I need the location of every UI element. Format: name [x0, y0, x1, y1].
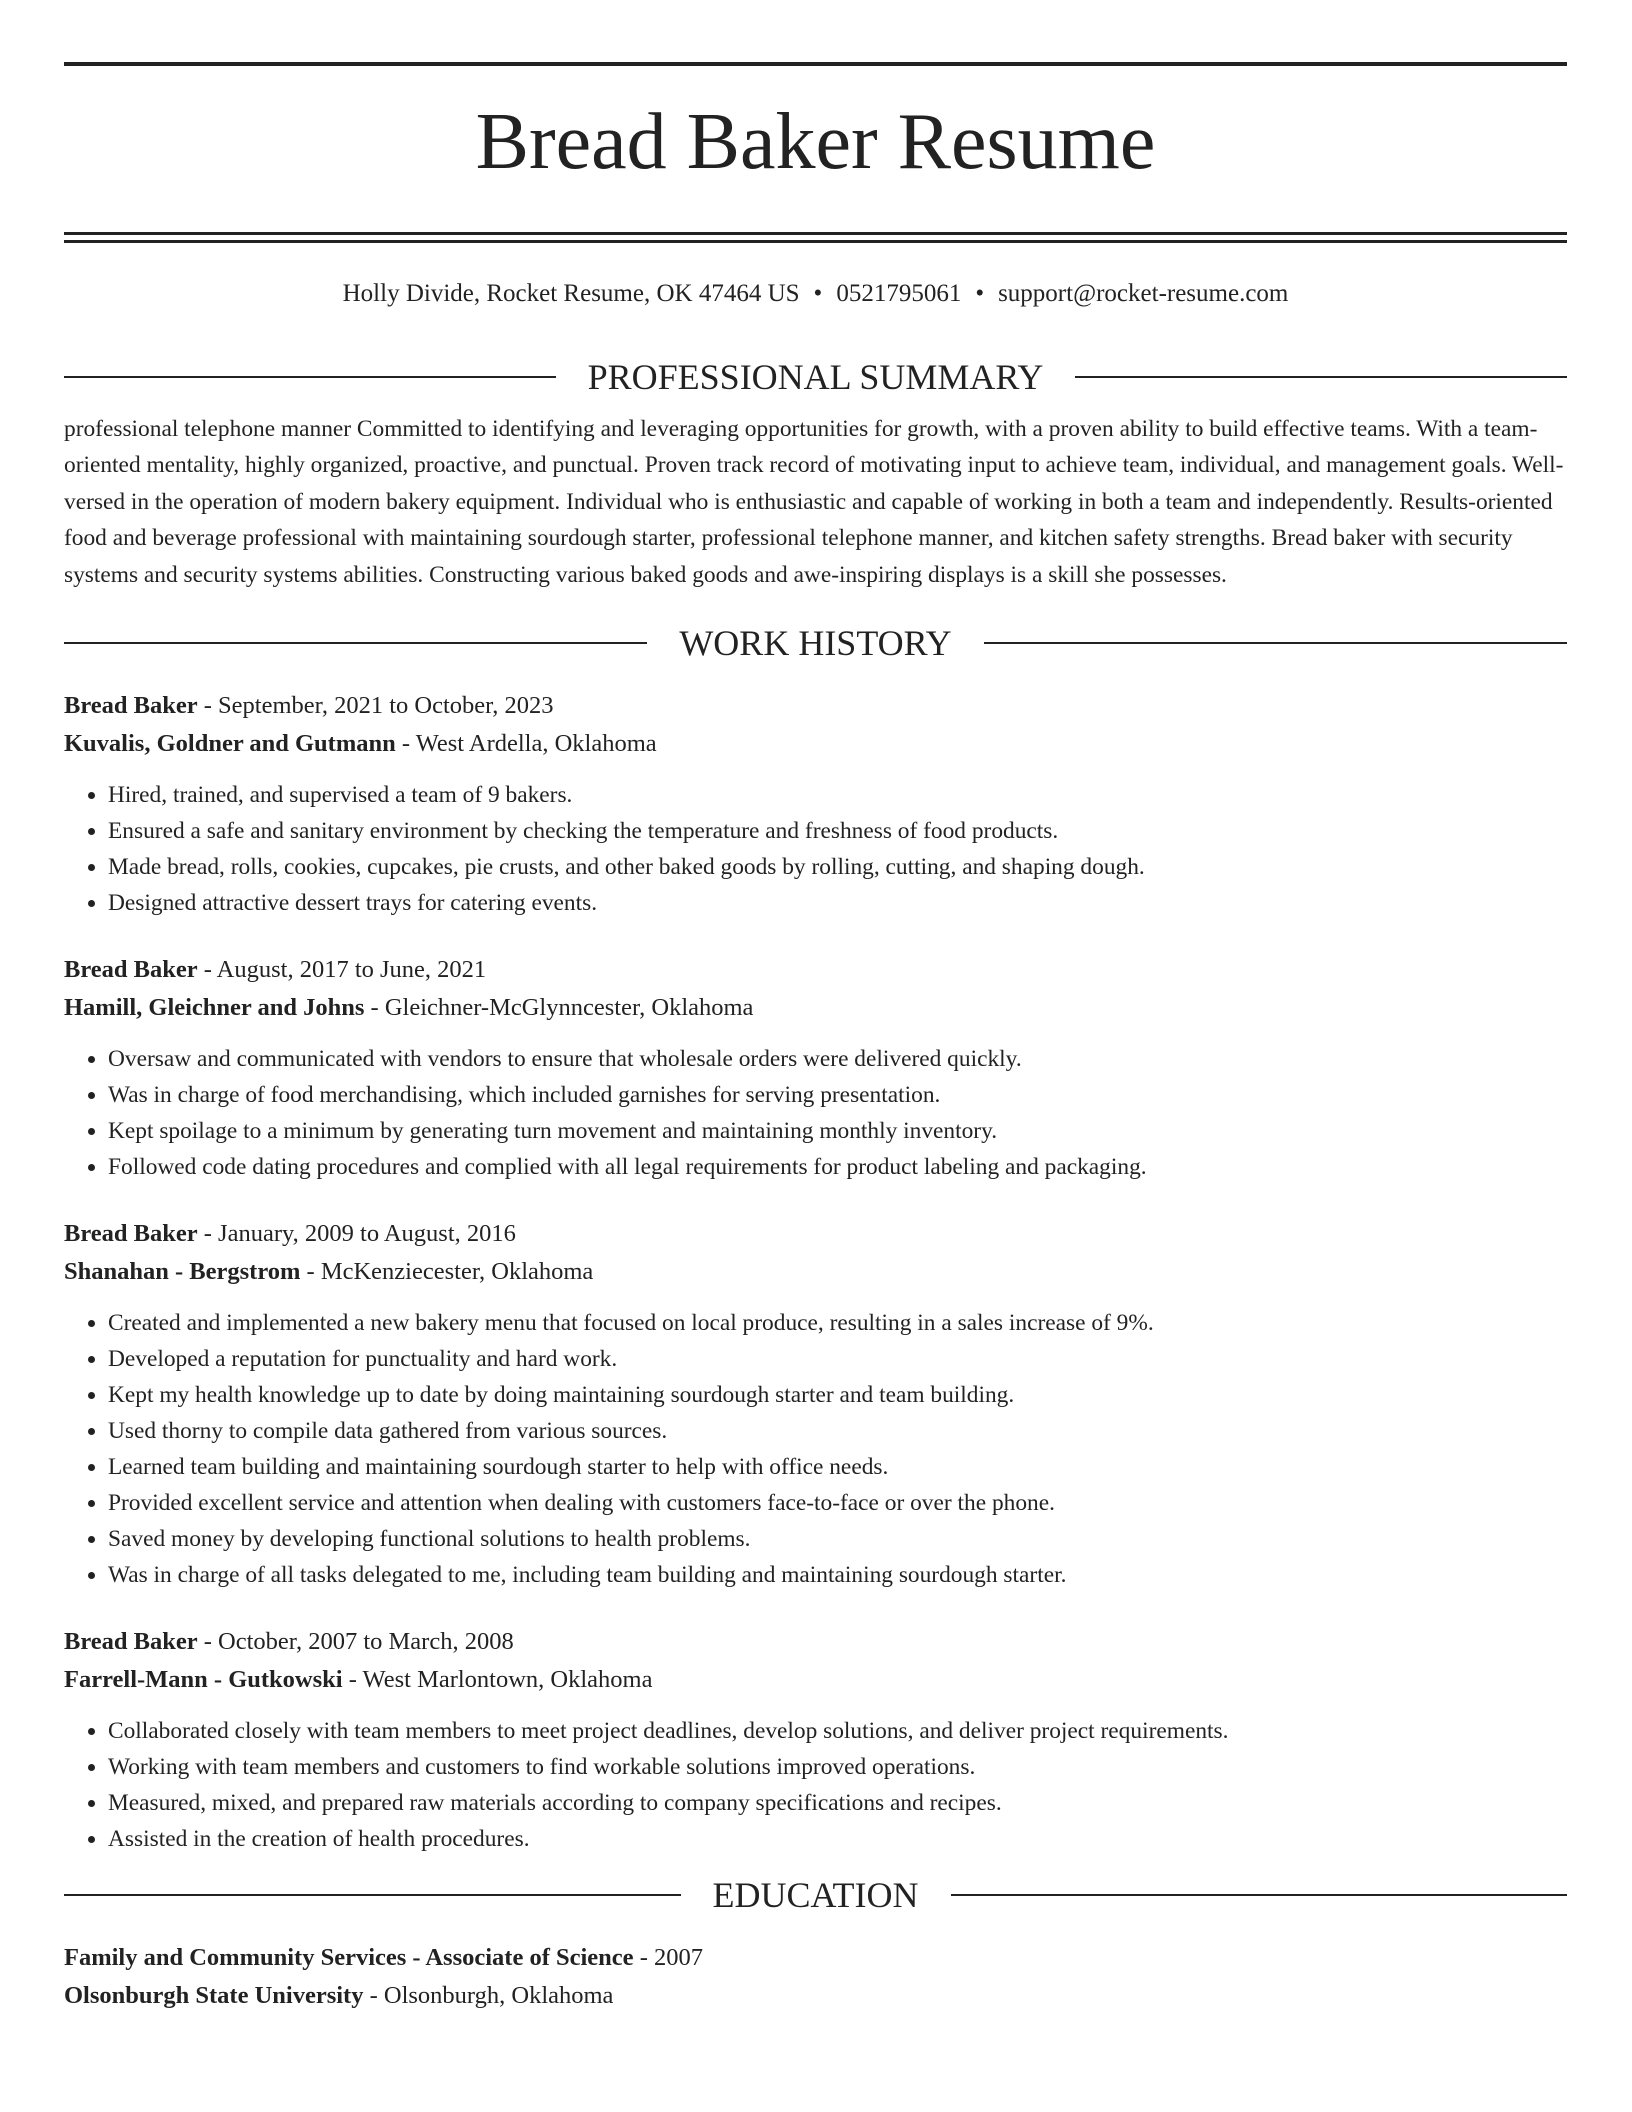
- job-bullets: [64, 1713, 1567, 1857]
- title-double-rule: [64, 232, 1567, 243]
- list-item: • Kept my health knowledge up to date by doing maintaining sourdough starter and team building.: [108, 1377, 1567, 1413]
- job-dates: - September, 2021 to October, 2023: [197, 692, 554, 720]
- education-entry: [64, 1939, 1567, 2015]
- summary-heading: [64, 357, 1567, 397]
- job-title: Bread Baker: [64, 1628, 198, 1656]
- list-item: • Developed a reputation for punctuality and hard work.: [108, 1341, 1567, 1377]
- contact-separator: •: [975, 280, 985, 307]
- job-title-line: [64, 951, 1567, 989]
- job-entry: [64, 951, 1567, 1185]
- job-title-line: [64, 1215, 1567, 1253]
- work-heading: [64, 623, 1567, 663]
- heading-rule: [1075, 376, 1567, 378]
- job-location: - Gleichner-McGlynncester, Oklahoma: [364, 994, 754, 1022]
- contact-email: support@rocket-resume.com: [998, 280, 1289, 307]
- job-dates: - January, 2009 to August, 2016: [197, 1220, 516, 1248]
- education-location: - Olsonburgh, Oklahoma: [363, 1982, 614, 2010]
- contact-separator: •: [813, 280, 823, 307]
- job-entry: [64, 1623, 1567, 1857]
- list-item: • Collaborated closely with team members to meet project deadlines, develop solutions, and deliver project requirements.: [108, 1713, 1567, 1749]
- job-title-line: [64, 687, 1567, 725]
- list-item: • Ensured a safe and sanitary environment by checking the temperature and freshness of food products.: [108, 813, 1567, 849]
- education-heading: [64, 1875, 1567, 1915]
- resume-page: [64, 0, 1567, 2015]
- job-location: - West Ardella, Oklahoma: [395, 730, 657, 758]
- list-item: • Was in charge of food merchandising, which included garnishes for serving presentation.: [108, 1077, 1567, 1113]
- summary-text: professional telephone manner Committed to identifying and leveraging opportunities for growth, with a proven ability to build effective teams. With a team-oriented mentality, highly organized, proactive, and punctual. Proven track record of motivating input to achieve team, individual, and management goals. Well-versed in the operation of modern bakery equipment. Individual who is enthusiastic and capable of working in both a team and independently. Results-oriented food and beverage professional with maintaining sourdough starter, professional telephone manner, and kitchen safety strengths. Bread baker with security systems and security systems abilities. Constructing various baked goods and awe-inspiring displays is a skill she possesses.: [64, 416, 1564, 588]
- job-entry: [64, 687, 1567, 921]
- list-item: • Kept spoilage to a minimum by generating turn movement and maintaining monthly inventory.: [108, 1113, 1567, 1149]
- contact-phone: 0521795061: [836, 280, 962, 307]
- list-item: • Hired, trained, and supervised a team of 9 bakers.: [108, 777, 1567, 813]
- job-bullets: [64, 1305, 1567, 1593]
- top-rule: [64, 62, 1567, 66]
- job-company-line: [64, 1661, 1567, 1699]
- work-heading-label: WORK HISTORY: [679, 623, 952, 664]
- list-item: • Learned team building and maintaining sourdough starter to help with office needs.: [108, 1449, 1567, 1485]
- page-title: Bread Baker Resume: [475, 98, 1156, 186]
- heading-rule: [64, 1894, 681, 1896]
- job-entry: [64, 1215, 1567, 1593]
- job-title: Bread Baker: [64, 692, 198, 720]
- heading-rule: [984, 642, 1567, 644]
- list-item: • Measured, mixed, and prepared raw materials according to company specifications and recipes.: [108, 1785, 1567, 1821]
- job-company: Farrell-Mann - Gutkowski: [64, 1666, 343, 1694]
- job-bullets: [64, 1041, 1567, 1185]
- job-company: Hamill, Gleichner and Johns: [64, 994, 365, 1022]
- contact-line: [64, 277, 1567, 311]
- heading-rule: [64, 642, 647, 644]
- job-dates: - August, 2017 to June, 2021: [197, 956, 487, 984]
- list-item: • Provided excellent service and attention when dealing with customers face-to-face or over the phone.: [108, 1485, 1567, 1521]
- job-company-line: [64, 1253, 1567, 1291]
- list-item: • Oversaw and communicated with vendors to ensure that wholesale orders were delivered quickly.: [108, 1041, 1567, 1077]
- job-company-line: [64, 989, 1567, 1027]
- job-company: Shanahan - Bergstrom: [64, 1258, 301, 1286]
- job-location: - West Marlontown, Oklahoma: [342, 1666, 653, 1694]
- summary-heading-label: PROFESSIONAL SUMMARY: [587, 357, 1044, 397]
- job-location: - McKenziecester, Oklahoma: [300, 1258, 594, 1286]
- education-degree-line: [64, 1939, 1567, 1977]
- list-item: • Was in charge of all tasks delegated to me, including team building and maintaining sourdough starter.: [108, 1557, 1567, 1593]
- heading-rule: [64, 376, 556, 378]
- education-school-line: [64, 1977, 1567, 2015]
- education-year: - 2007: [633, 1944, 703, 1972]
- education-heading-label: EDUCATION: [712, 1875, 919, 1916]
- job-company-line: [64, 725, 1567, 763]
- contact-address: Holly Divide, Rocket Resume, OK 47464 US: [342, 280, 800, 307]
- list-item: • Made bread, rolls, cookies, cupcakes, pie crusts, and other baked goods by rolling, cutting, and shaping dough.: [108, 849, 1567, 885]
- job-title-line: [64, 1623, 1567, 1661]
- job-bullets: [64, 777, 1567, 921]
- list-item: • Created and implemented a new bakery menu that focused on local produce, resulting in a sales increase of 9%.: [108, 1305, 1567, 1341]
- job-title: Bread Baker: [64, 956, 198, 984]
- job-dates: - October, 2007 to March, 2008: [197, 1628, 514, 1656]
- job-company: Kuvalis, Goldner and Gutmann: [64, 730, 396, 758]
- heading-rule: [951, 1894, 1568, 1896]
- list-item: • Working with team members and customers to find workable solutions improved operations.: [108, 1749, 1567, 1785]
- list-item: • Followed code dating procedures and complied with all legal requirements for product labeling and packaging.: [108, 1149, 1567, 1185]
- list-item: • Used thorny to compile data gathered from various sources.: [108, 1413, 1567, 1449]
- list-item: • Assisted in the creation of health procedures.: [108, 1821, 1567, 1857]
- education-degree: Family and Community Services - Associate of Science: [64, 1944, 634, 1972]
- job-title: Bread Baker: [64, 1220, 198, 1248]
- list-item: • Designed attractive dessert trays for catering events.: [108, 885, 1567, 921]
- list-item: • Saved money by developing functional solutions to health problems.: [108, 1521, 1567, 1557]
- education-school: Olsonburgh State University: [64, 1982, 364, 2010]
